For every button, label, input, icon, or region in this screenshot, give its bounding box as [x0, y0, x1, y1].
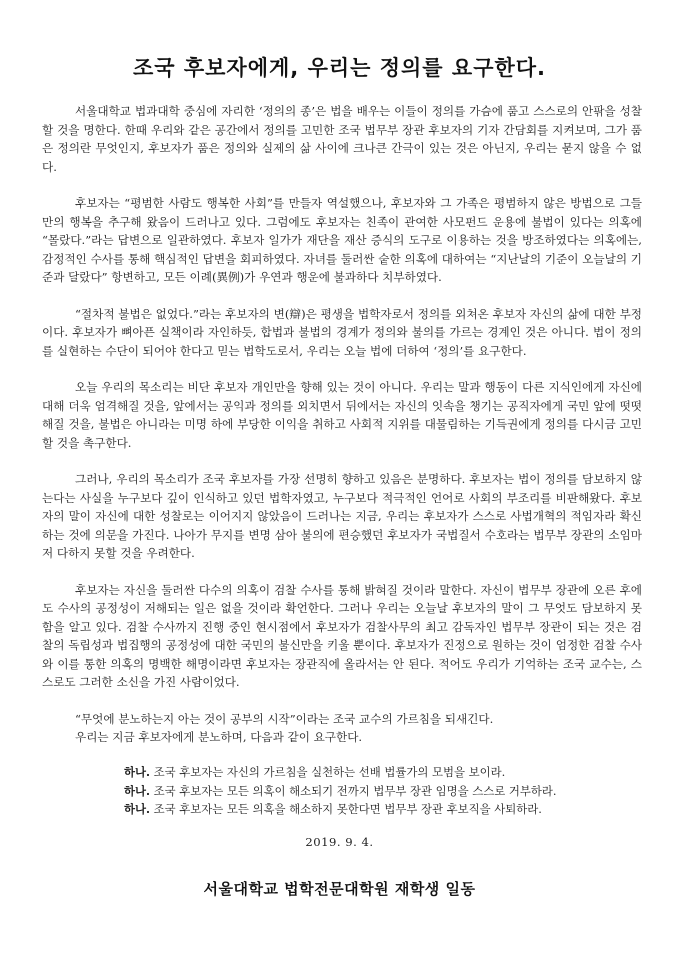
- demand-text: 조국 후보자는 모든 의혹이 해소되기 전까지 법무부 장관 임명을 스스로 거부하라.: [153, 783, 557, 798]
- paragraph-however: 그러나, 우리의 목소리가 조국 후보자를 가장 선명히 향하고 있음은 분명하다. 후보자는 법이 정의를 담보하지 않는다는 사실을 누구보다 깊이 인식하고 있던 법학자였고, 누구보다 적극적인 언어로 사회의 부조리를 비판해왔다. 후보자의 말이 자신에 대한 성찰로는 이어지지 않았음이 드러나는 지금, 우리는 후보자가 스스로 사법개혁의 적임자라 확신하는 것에 의문을 가진다. 나아가 무지를 변명 삼아 불의에 편승했던 후보자가 국법질서 수호라는 법무부 장관의 소임마저 다하지 못할 것을 우려한다.: [42, 472, 642, 560]
- demand-marker: 하나.: [124, 765, 150, 779]
- demand-item: [124, 763, 624, 782]
- paragraph-prosecution: 후보자는 자신을 둘러싼 다수의 의혹이 검찰 수사를 통해 밝혀질 것이라 말한다. 자신이 법무부 장관에 오른 후에도 수사의 공정성이 저해되는 일은 없을 것이라 확언한다. 그러나 우리는 오늘날 후보자의 말이 그 무엇도 담보하지 못함을 알고 있다. 검찰 수사까지 진행 중인 현시점에서 후보자가 검찰사무의 최고 감독자인 법무부 장관이 되는 것은 검찰의 독립성과 법집행의 공정성에 대한 국민의 불신만을 키울 뿐이다. 후보자가 진정으로 원하는 것이 엄정한 검찰 수사와 이를 통한 의혹의 명백한 해명이라면 후보자는 장관직에 올라서는 안 된다. 적어도 우리가 기억하는 조국 교수는, 스스로도 그러한 소신을 가진 사람이었다.: [42, 582, 642, 689]
- document-title: 조국 후보자에게, 우리는 정의를 요구한다.: [132, 56, 547, 80]
- statement-body: [42, 102, 642, 747]
- paragraph-our-voice: 오늘 우리의 목소리는 비단 후보자 개인만을 향해 있는 것이 아니다. 우리는 말과 행동이 다른 지식인에게 자신에 대해 더욱 엄격해질 것을, 앞에서는 공익과 정의를 외치면서 뒤에서는 자신의 잇속을 챙기는 공직자에게 국민 앞에 떳떳해질 것을, 불법은 아니라는 미명 하에 부당한 이익을 취하고 사회적 지위를 대물림하는 기득권에게 정의를 다시금 고민할 것을 촉구한다.: [42, 380, 642, 450]
- demand-item: [124, 800, 624, 819]
- demand-text: 조국 후보자는 모든 의혹을 해소하지 못한다면 법무부 장관 후보직을 사퇴하라.: [153, 802, 542, 817]
- paragraph-demand-intro: 우리는 지금 후보자에게 분노하며, 다음과 같이 요구한다.: [75, 730, 363, 744]
- signature-line: 서울대학교 법학전문대학원 재학생 일동: [203, 880, 476, 898]
- paragraph-procedural-legality: “절차적 불법은 없었다.”라는 후보자의 변(辯)은 평생을 법학자로서 정의를 외쳐온 후보자 자신의 삶에 대한 부정이다. 후보자가 뼈아픈 실책이라 자인하듯, 합법과 불법의 경계가 정의와 불의를 가르는 경계인 것은 아니다. 법이 정의를 실현하는 수단이 되어야 한다고 믿는 법학도로서, 우리는 오늘 법에 더하여 ‘정의’를 요구한다.: [42, 306, 642, 358]
- paragraph-ordinary-people: 후보자는 “평범한 사람도 행복한 사회”를 만들자 역설했으나, 후보자와 그 가족은 평범하지 않은 방법으로 그들만의 행복을 추구해 왔음이 드러나고 있다. 그럼에도 후보자는 친족이 관여한 사모펀드 운용에 불법이 있다는 의혹에 “몰랐다.”라는 답변으로 일관하였다. 후보자 일가가 재단을 재산 증식의 도구로 이용하는 것을 방조하였다는 의혹에는, 감정적인 수사를 통해 핵심적인 답변을 회피하였다. 자녀를 둘러싼 숱한 의혹에 대하여는 “지난날의 기준이 오늘날의 기준과 달랐다” 항변하고, 모든 이례(異例)가 우연과 행운에 불과하다 치부하였다.: [42, 196, 642, 284]
- demand-marker: 하나.: [124, 802, 150, 817]
- demands-list: [124, 763, 624, 819]
- demand-marker: 하나.: [124, 783, 150, 798]
- paragraph-quote: “무엇에 분노하는지 아는 것이 공부의 시작”이라는 조국 교수의 가르침을 되새긴다.: [75, 711, 494, 726]
- demand-text: 조국 후보자는 자신의 가르침을 실천하는 선배 법률가의 모범을 보이라.: [153, 765, 506, 779]
- demand-item: [124, 782, 624, 801]
- paragraph-justice-bell: 서울대학교 법과대학 중심에 자리한 ‘정의의 종’은 법을 배우는 이들이 정의를 가슴에 품고 스스로의 안팎을 성찰할 것을 명한다. 한때 우리와 같은 공간에서 정의를 고민한 조국 법무부 장관 후보자의 기자 간담회를 지켜보며, 그가 품은 정의란 무엇인지, 후보자가 품은 정의와 실제의 삶 사이에 크나큰 간극이 있는 것은 아닌지, 우리는 묻지 않을 수 없다.: [42, 104, 642, 174]
- statement-date: 2019. 9. 4.: [305, 835, 374, 849]
